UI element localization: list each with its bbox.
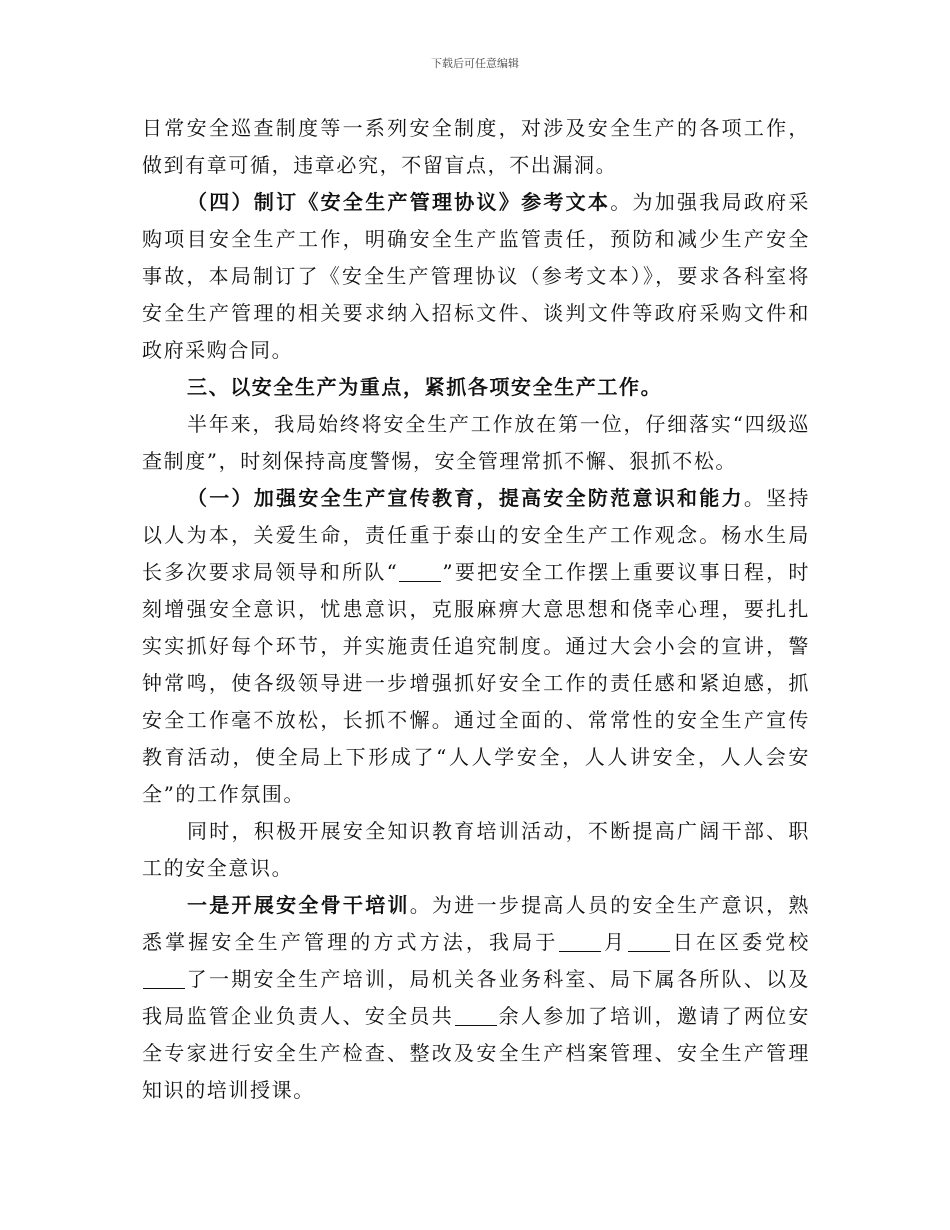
- paragraph-7: [142, 887, 810, 1109]
- paragraph-4: [142, 406, 810, 480]
- paragraph-text: ”要把安全工作摆上重要议事日程，时刻增强安全意识，忧患意识，克服麻痹大意思想和侥幸心理，要扎扎实实抓好每个环节，并实施责任追究制度。通过大会小会的宣讲，警钟常鸣，使各级领导进一步增强抓好安全工作的责任感和紧迫感，抓安全工作毫不放松，长抓不懈。通过全面的、常常性的安全生产宣传教育活动，使全局上下形成了“人人学安全，人人讲安全，人人会安全”的工作氛围。: [142, 560, 810, 806]
- paragraph-text: 同时，积极开展安全知识教育培训活动，不断提高广阔干部、职工的安全意识。: [142, 819, 810, 880]
- paragraph-text: 余人参加了培训，邀请了两位安全专家进行安全生产检查、整改及安全生产档案管理、安全生产管理知识的培训授课。: [142, 1004, 810, 1102]
- paragraph-6: [142, 813, 810, 887]
- blank-underline: [143, 968, 185, 989]
- heading-text: 三、以安全生产为重点，紧抓各项安全生产工作。: [187, 375, 663, 399]
- paragraph-text: 。为进一步提高人员的安全生产意识，熟悉掌握安全生产管理的方式方法，我局于: [142, 893, 811, 954]
- item-heading-1: 一是开展安全骨干培训: [187, 893, 410, 917]
- subsection-heading-1: （一）加强安全生产宣传教育，提高安全防范意识和能力: [187, 486, 744, 510]
- paragraph-text: 日常安全巡查制度等一系列安全制度，对涉及安全生产的各项工作，做到有章可循，违章必究，不留盲点，不出漏洞。: [142, 116, 810, 177]
- section-heading-3: [142, 369, 810, 406]
- document-body: [142, 110, 810, 1109]
- section-heading-4: （四）制订《安全生产管理协议》参考文本: [187, 190, 611, 214]
- blank-underline: [559, 931, 601, 952]
- paragraph-text: 。为加强我局政府采购项目安全生产工作，明确安全生产监管责任，预防和减少生产安全事故，本局制订了《安全生产管理协议（参考文本）》，要求各科室将安全生产管理的相关要求纳入招标文件、谈判文件等政府采购文件和政府采购合同。: [142, 190, 810, 362]
- paragraph-2: [142, 184, 810, 369]
- paragraph-text: 半年来，我局始终将安全生产工作放在第一位，仔细落实“四级巡查制度”，时刻保持高度警惕，安全管理常抓不懈、狠抓不松。: [142, 412, 810, 473]
- blank-underline: [455, 1005, 497, 1026]
- blank-underline: [399, 561, 441, 582]
- paragraph-5: [142, 480, 810, 813]
- paragraph-1: [142, 110, 810, 184]
- paragraph-text: 了一期安全生产培训，局机关各业务科室、局下属各所队、以及我局监管企业负责人、安全员共: [142, 967, 810, 1028]
- blank-underline: [628, 931, 670, 952]
- page-header: 下载后可任意编辑: [431, 57, 519, 70]
- paragraph-text: 日在区委党校: [671, 930, 810, 954]
- paragraph-text: 。坚持以人为本，关爱生命，责任重于泰山的安全生产工作观念。杨水生局长多次要求局领导和所队“: [142, 486, 810, 584]
- paragraph-text: 月: [602, 930, 628, 954]
